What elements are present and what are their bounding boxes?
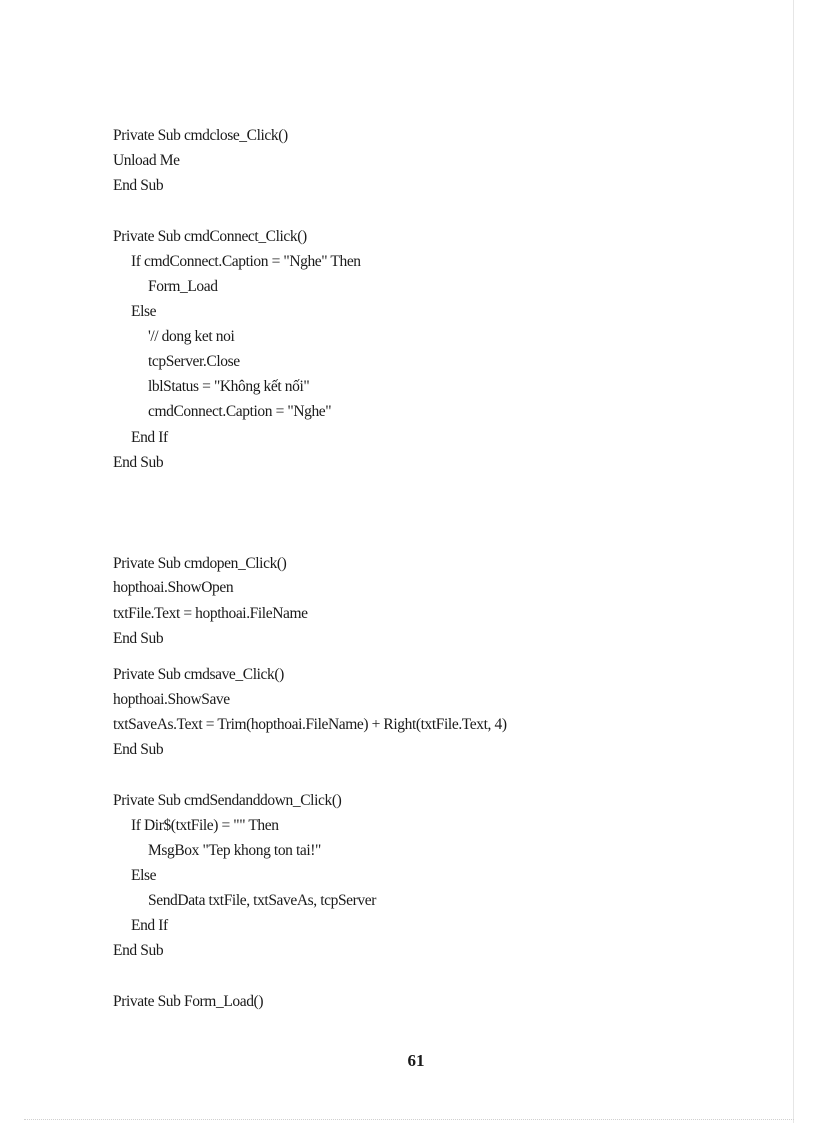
code-line: End Sub [113, 630, 164, 647]
code-line: End Sub [113, 177, 164, 194]
code-line: End If [131, 429, 168, 446]
code-line: Form_Load [148, 278, 218, 295]
code-line: hopthoai.ShowSave [113, 691, 230, 708]
code-line: tcpServer.Close [148, 353, 240, 370]
code-line: Private Sub cmdclose_Click() [113, 127, 288, 144]
code-line: Unload Me [113, 152, 180, 169]
code-line: cmdConnect.Caption = "Nghe" [148, 403, 332, 420]
code-line: Private Sub Form_Load() [113, 993, 264, 1010]
code-line: Else [131, 303, 157, 320]
code-line: SendData txtFile, txtSaveAs, tcpServer [148, 892, 377, 909]
code-line: '// dong ket noi [148, 328, 235, 345]
code-line: End Sub [113, 454, 164, 471]
code-line: txtSaveAs.Text = Trim(hopthoai.FileName) + Right(txtFile.Text, 4) [113, 716, 507, 733]
code-line: End Sub [113, 741, 164, 758]
code-line: lblStatus = "Không kết nối" [148, 378, 310, 395]
code-line: End If [131, 917, 168, 934]
code-line: MsgBox "Tep khong ton tai!" [148, 842, 321, 859]
code-line: Private Sub cmdopen_Click() [113, 555, 287, 572]
code-line: hopthoai.ShowOpen [113, 579, 234, 596]
page-edge-line [793, 0, 794, 1123]
code-line: If Dir$(txtFile) = "" Then [131, 817, 279, 834]
code-line: Else [131, 867, 157, 884]
code-line: Private Sub cmdConnect_Click() [113, 228, 307, 245]
code-line: Private Sub cmdSendanddown_Click() [113, 792, 342, 809]
code-line: End Sub [113, 942, 164, 959]
page-bottom-line [24, 1119, 794, 1120]
code-line: Private Sub cmdsave_Click() [113, 666, 284, 683]
code-line: txtFile.Text = hopthoai.FileName [113, 605, 308, 622]
page-number: 61 [407, 1051, 425, 1070]
code-line: If cmdConnect.Caption = "Nghe" Then [131, 253, 361, 270]
